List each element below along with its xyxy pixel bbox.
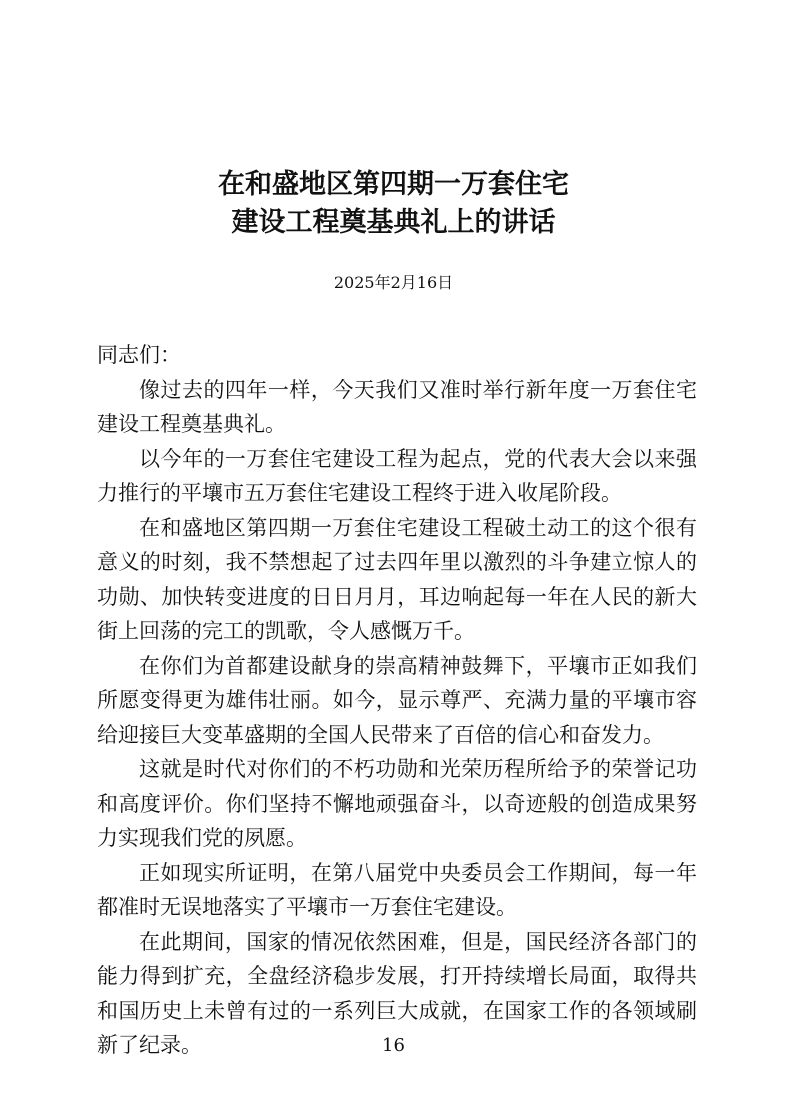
paragraph-3: 在和盛地区第四期一万套住宅建设工程破土动工的这个很有意义的时刻，我不禁想起了过去四年里以激烈的斗争建立惊人的功勋、加快转变进度的日日月月，耳边响起每一年在人民的新大街上回荡的完工的凯歌，令人感慨万千。 bbox=[97, 515, 697, 643]
salutation: 同志们： bbox=[97, 343, 181, 367]
paragraph-1: 像过去的四年一样，今天我们又准时举行新年度一万套住宅建设工程奠基典礼。 bbox=[97, 377, 697, 436]
document-title-line-2: 建设工程奠基典礼上的讲话 bbox=[231, 207, 556, 238]
paragraph-5: 这就是时代对你们的不朽功勋和光荣历程所给予的荣誉记功和高度评价。你们坚持不懈地顽强奋斗，以奇迹般的创造成果努力实现我们党的夙愿。 bbox=[97, 757, 697, 850]
paragraph-6: 正如现实所证明，在第八届党中央委员会工作期间，每一年都准时无误地落实了平壤市一万套住宅建设。 bbox=[97, 860, 697, 919]
paragraph-7: 在此期间，国家的情况依然困难，但是，国民经济各部门的能力得到扩充，全盘经济稳步发展，打开持续增长局面，取得共和国历史上未曾有过的一系列巨大成就，在国家工作的各领域刷新了纪录。 bbox=[97, 929, 697, 1057]
page-number: 16 bbox=[382, 1035, 405, 1056]
paragraph-2: 以今年的一万套住宅建设工程为起点，党的代表大会以来强力推行的平壤市五万套住宅建设工程终于进入收尾阶段。 bbox=[97, 446, 697, 505]
document-body bbox=[97, 338, 697, 1063]
document-date: 2025年2月16日 bbox=[333, 273, 454, 292]
document-title-line-1: 在和盛地区第四期一万套住宅 bbox=[218, 169, 569, 200]
paragraph-4: 在你们为首都建设献身的崇高精神鼓舞下，平壤市正如我们所愿变得更为雄伟壮丽。如今，显示尊严、充满力量的平壤市容给迎接巨大变革盛期的全国人民带来了百倍的信心和奋发力。 bbox=[97, 653, 697, 747]
